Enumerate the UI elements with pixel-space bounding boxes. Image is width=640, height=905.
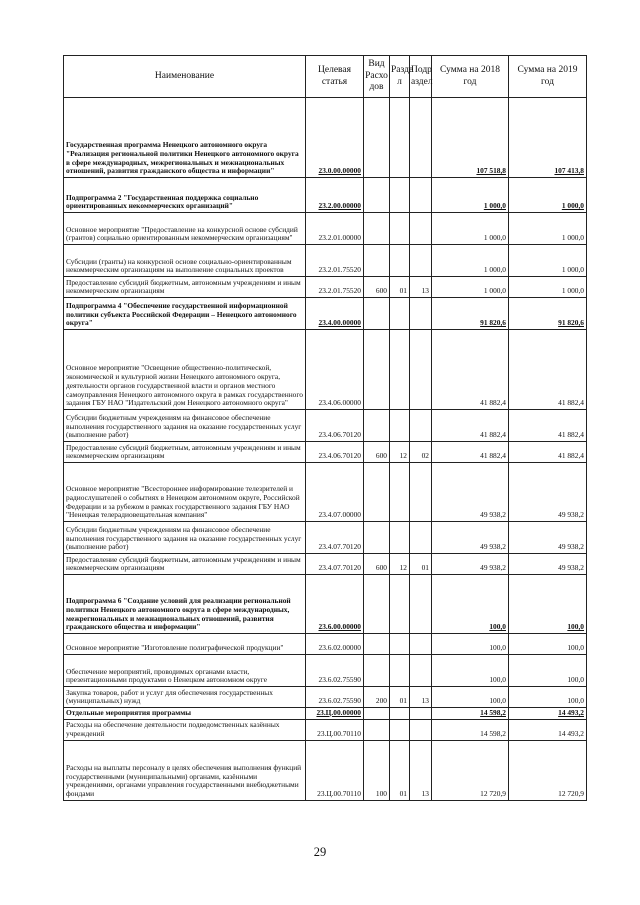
- header-expense-type: Вид Расхо дов: [364, 56, 390, 98]
- row-name: Отдельные мероприятия программы: [64, 708, 306, 720]
- row-section: [390, 463, 410, 522]
- row-name: Субсидии бюджетным учреждениям на финансовое обеспечение выполнения государственного задания на оказание государственных услуг (выполнение работ): [64, 410, 306, 442]
- header-section: Разде л: [390, 56, 410, 98]
- row-sum-2019: 14 493,2: [509, 708, 587, 720]
- row-subsection: [410, 213, 432, 245]
- row-sum-2019: 1 000,0: [509, 178, 587, 213]
- table-row: [64, 330, 587, 410]
- row-section: 01: [390, 740, 410, 800]
- table-row: [64, 298, 587, 330]
- row-sum-2018: 1 000,0: [432, 245, 509, 277]
- page-number: 29: [313, 845, 327, 859]
- header-sum-2019: Сумма на 2019 год: [509, 56, 587, 98]
- row-subsection: [410, 708, 432, 720]
- row-target-article: 23.4.00.00000: [306, 298, 364, 330]
- row-section: [390, 522, 410, 554]
- row-section: [390, 655, 410, 687]
- row-target-article: 23.Ц.00.00000: [306, 708, 364, 720]
- row-expense-type: 600: [364, 277, 390, 298]
- row-name: Подпрограмма 2 "Государственная поддержка социально ориентированных некоммерческих организаций": [64, 178, 306, 213]
- table-row: [64, 554, 587, 575]
- row-name: Обеспечение мероприятий, проводимых органами власти, презентационными продуктами о Ненецком автономном округе: [64, 655, 306, 687]
- row-section: [390, 245, 410, 277]
- row-section: [390, 708, 410, 720]
- row-target-article: 23.4.07.70120: [306, 522, 364, 554]
- row-target-article: 23.6.02.00000: [306, 634, 364, 655]
- row-section: [390, 634, 410, 655]
- row-expense-type: [364, 213, 390, 245]
- table-row: [64, 245, 587, 277]
- row-sum-2019: 100,0: [509, 687, 587, 708]
- row-subsection: [410, 463, 432, 522]
- row-subsection: [410, 330, 432, 410]
- row-target-article: 23.2.01.75520: [306, 277, 364, 298]
- row-sum-2019: 91 820,6: [509, 298, 587, 330]
- row-subsection: 01: [410, 554, 432, 575]
- row-sum-2018: 49 938,2: [432, 522, 509, 554]
- row-name: Подпрограмма 4 "Обеспечение государственной информационной политики субъекта Российской Федерации – Ненецкого автономного округа": [64, 298, 306, 330]
- row-expense-type: 600: [364, 442, 390, 463]
- row-sum-2019: 14 493,2: [509, 719, 587, 740]
- row-expense-type: [364, 575, 390, 634]
- row-sum-2018: 49 938,2: [432, 554, 509, 575]
- row-section: [390, 575, 410, 634]
- row-name: Субсидии (гранты) на конкурсной основе социально-ориентированным некоммерческим организациям на выполнение социальных проектов: [64, 245, 306, 277]
- table-row: [64, 740, 587, 800]
- header-name: Наименование: [64, 56, 306, 98]
- row-name: Закупка товаров, работ и услуг для обеспечения государственных (муниципальных) нужд: [64, 687, 306, 708]
- row-subsection: [410, 245, 432, 277]
- row-sum-2018: 14 598,2: [432, 708, 509, 720]
- row-expense-type: [364, 410, 390, 442]
- row-name: Основное мероприятие "Предоставление на конкурсной основе субсидий (грантов) социально ориентированным некоммерческим организациям": [64, 213, 306, 245]
- row-sum-2019: 1 000,0: [509, 277, 587, 298]
- row-sum-2019: 41 882,4: [509, 410, 587, 442]
- row-target-article: 23.2.00.00000: [306, 178, 364, 213]
- row-subsection: [410, 98, 432, 178]
- row-expense-type: [364, 522, 390, 554]
- row-sum-2018: 14 598,2: [432, 719, 509, 740]
- row-target-article: 23.Ц.00.70110: [306, 719, 364, 740]
- row-name: Основное мероприятие "Освещение общественно-политической, экономической и культурной жизни Ненецкого автономного округа, деятельности органов государственной власти и органов местного самоуправления Ненецкого автономного округа в рамках государственного задания ГБУ НАО "Издательский дом Ненецкого автономного округа": [64, 330, 306, 410]
- row-sum-2018: 1 000,0: [432, 277, 509, 298]
- row-subsection: [410, 298, 432, 330]
- row-expense-type: [364, 634, 390, 655]
- row-sum-2019: 100,0: [509, 634, 587, 655]
- row-sum-2019: 100,0: [509, 655, 587, 687]
- row-expense-type: [364, 178, 390, 213]
- row-subsection: [410, 634, 432, 655]
- table-row: [64, 687, 587, 708]
- row-section: 12: [390, 442, 410, 463]
- table-row: [64, 410, 587, 442]
- row-sum-2018: 41 882,4: [432, 442, 509, 463]
- table-row: [64, 522, 587, 554]
- row-sum-2018: 49 938,2: [432, 463, 509, 522]
- table-row: [64, 719, 587, 740]
- row-subsection: [410, 719, 432, 740]
- table-body: [64, 98, 587, 801]
- row-name: Предоставление субсидий бюджетным, автономным учреждениям и иным некоммерческим организациям: [64, 554, 306, 575]
- header-subsection: Подр аздел: [410, 56, 432, 98]
- table-row: [64, 708, 587, 720]
- row-subsection: [410, 178, 432, 213]
- row-sum-2018: 41 882,4: [432, 410, 509, 442]
- row-sum-2018: 1 000,0: [432, 213, 509, 245]
- row-section: [390, 719, 410, 740]
- row-expense-type: 200: [364, 687, 390, 708]
- row-sum-2019: 107 413,8: [509, 98, 587, 178]
- row-subsection: 13: [410, 740, 432, 800]
- row-section: [390, 213, 410, 245]
- row-expense-type: [364, 719, 390, 740]
- row-expense-type: [364, 330, 390, 410]
- row-subsection: 02: [410, 442, 432, 463]
- row-section: 01: [390, 277, 410, 298]
- row-section: [390, 330, 410, 410]
- row-sum-2018: 107 518,8: [432, 98, 509, 178]
- row-subsection: 13: [410, 277, 432, 298]
- row-target-article: 23.6.02.75590: [306, 687, 364, 708]
- row-expense-type: [364, 298, 390, 330]
- row-sum-2018: 41 882,4: [432, 330, 509, 410]
- row-target-article: 23.6.02.75590: [306, 655, 364, 687]
- table-row: [64, 277, 587, 298]
- row-target-article: 23.0.00.00000: [306, 98, 364, 178]
- table-row: [64, 213, 587, 245]
- row-sum-2018: 100,0: [432, 575, 509, 634]
- row-target-article: 23.4.06.70120: [306, 442, 364, 463]
- row-target-article: 23.4.06.70120: [306, 410, 364, 442]
- row-sum-2019: 49 938,2: [509, 554, 587, 575]
- table-row: [64, 634, 587, 655]
- row-sum-2019: 41 882,4: [509, 330, 587, 410]
- row-expense-type: [364, 245, 390, 277]
- row-name: Субсидии бюджетным учреждениям на финансовое обеспечение выполнения государственного задания на оказание государственных услуг (выполнение работ): [64, 522, 306, 554]
- row-sum-2018: 91 820,6: [432, 298, 509, 330]
- row-expense-type: [364, 655, 390, 687]
- row-name: Предоставление субсидий бюджетным, автономным учреждениям и иным некоммерческим организациям: [64, 442, 306, 463]
- budget-table: [63, 55, 587, 801]
- table-row: [64, 442, 587, 463]
- table-row: [64, 655, 587, 687]
- row-sum-2019: 41 882,4: [509, 442, 587, 463]
- row-sum-2019: 100,0: [509, 575, 587, 634]
- row-section: [390, 298, 410, 330]
- row-name: Расходы на обеспечение деятельности подведомственных казённых учреждений: [64, 719, 306, 740]
- row-name: Государственная программа Ненецкого автономного округа "Реализация региональной политики Ненецкого автономного округа в сфере международных, межрегиональных и межнациональных отношений, развития гражданского общества и информации": [64, 98, 306, 178]
- row-sum-2019: 1 000,0: [509, 245, 587, 277]
- row-subsection: [410, 655, 432, 687]
- table-row: [64, 575, 587, 634]
- row-name: Расходы на выплаты персоналу в целях обеспечения выполнения функций государственными (муниципальными) органами, казёнными учреждениями, органами управления государственными внебюджетными фондами: [64, 740, 306, 800]
- row-expense-type: [364, 708, 390, 720]
- row-section: [390, 178, 410, 213]
- row-target-article: 23.4.06.00000: [306, 330, 364, 410]
- row-section: [390, 98, 410, 178]
- row-expense-type: [364, 98, 390, 178]
- row-subsection: 13: [410, 687, 432, 708]
- row-sum-2018: 12 720,9: [432, 740, 509, 800]
- row-section: 12: [390, 554, 410, 575]
- row-target-article: 23.Ц.00.70110: [306, 740, 364, 800]
- row-expense-type: [364, 463, 390, 522]
- table-row: [64, 463, 587, 522]
- row-name: Предоставление субсидий бюджетным, автономным учреждениям и иным некоммерческим организациям: [64, 277, 306, 298]
- table-row: [64, 98, 587, 178]
- header-target-article: Целевая статья: [306, 56, 364, 98]
- row-target-article: 23.4.07.00000: [306, 463, 364, 522]
- row-target-article: 23.2.01.75520: [306, 245, 364, 277]
- row-target-article: 23.6.00.00000: [306, 575, 364, 634]
- row-subsection: [410, 575, 432, 634]
- row-section: 01: [390, 687, 410, 708]
- row-expense-type: 600: [364, 554, 390, 575]
- header-sum-2018: Сумма на 2018 год: [432, 56, 509, 98]
- row-sum-2018: 100,0: [432, 634, 509, 655]
- row-sum-2018: 100,0: [432, 687, 509, 708]
- table-header-row: [64, 56, 587, 98]
- row-subsection: [410, 410, 432, 442]
- row-sum-2018: 1 000,0: [432, 178, 509, 213]
- row-target-article: 23.2.01.00000: [306, 213, 364, 245]
- row-name: Основное мероприятие "Изготовление полиграфической продукции": [64, 634, 306, 655]
- row-sum-2018: 100,0: [432, 655, 509, 687]
- row-target-article: 23.4.07.70120: [306, 554, 364, 575]
- row-name: Основное мероприятие "Всестороннее информирование телезрителей и радиослушателей о событиях в Ненецком автономном округе, Российской Федерации и за рубежом в рамках государственного задания ГБУ НАО "Ненецкая телерадиовещательная компания": [64, 463, 306, 522]
- table-row: [64, 178, 587, 213]
- row-sum-2019: 49 938,2: [509, 463, 587, 522]
- row-section: [390, 410, 410, 442]
- row-name: Подпрограмма 6 "Создание условий для реализации региональной политики Ненецкого автономного округа в сфере международных, межрегиональных и межнациональных отношений, развития гражданского общества и информации": [64, 575, 306, 634]
- row-sum-2019: 49 938,2: [509, 522, 587, 554]
- row-sum-2019: 1 000,0: [509, 213, 587, 245]
- row-expense-type: 100: [364, 740, 390, 800]
- row-sum-2019: 12 720,9: [509, 740, 587, 800]
- row-subsection: [410, 522, 432, 554]
